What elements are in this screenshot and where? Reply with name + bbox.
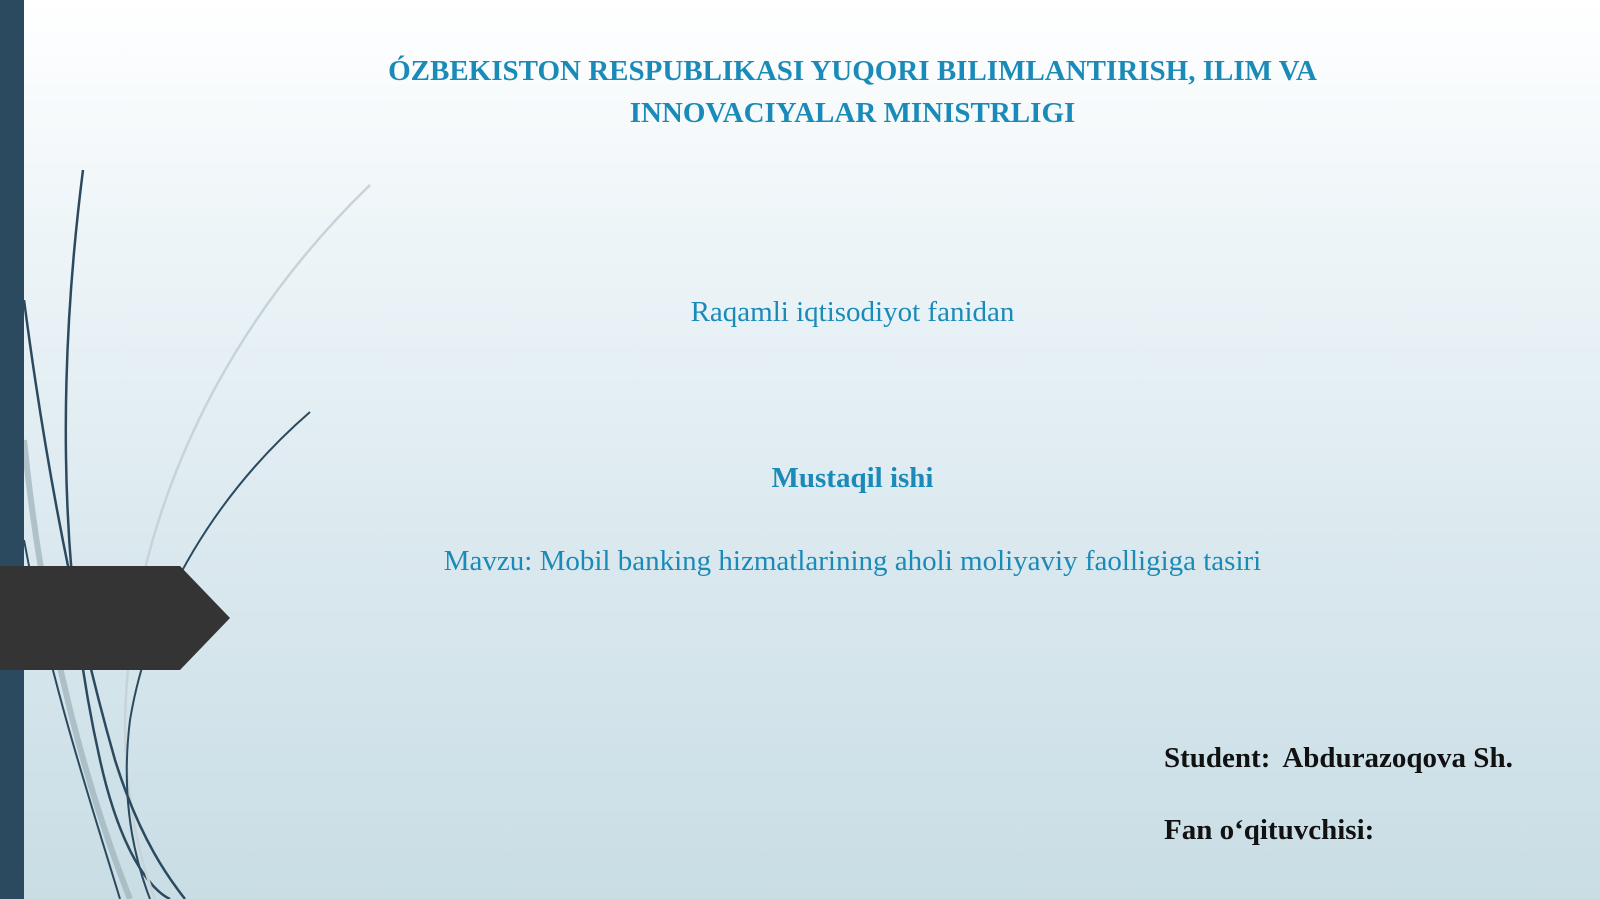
- decorative-curves: [0, 0, 400, 899]
- student-label: Student:: [1164, 742, 1271, 774]
- teacher-line: [1164, 814, 1374, 847]
- student-line: [1164, 742, 1513, 775]
- student-name: Abdurazoqova Sh.: [1282, 742, 1513, 774]
- ministry-heading: [300, 50, 1405, 134]
- ministry-heading-line2: INNOVACIYALAR MINISTRLIGI: [629, 97, 1076, 129]
- ministry-heading-line1: ÓZBEKISTON RESPUBLIKASI YUQORI BILIMLANTIRISH, ILIM VA: [388, 55, 1317, 87]
- subject-title: Raqamli iqtisodiyot fanidan: [690, 296, 1015, 328]
- teacher-label: Fan o‘qituvchisi:: [1164, 814, 1375, 846]
- topic-line: Mavzu: Mobil banking hizmatlarining aholi moliyaviy faolligiga tasiri: [443, 545, 1262, 577]
- left-accent-bar: [0, 0, 24, 899]
- arrow-tag-shape: [0, 566, 230, 670]
- work-type-title: Mustaqil ishi: [771, 462, 934, 494]
